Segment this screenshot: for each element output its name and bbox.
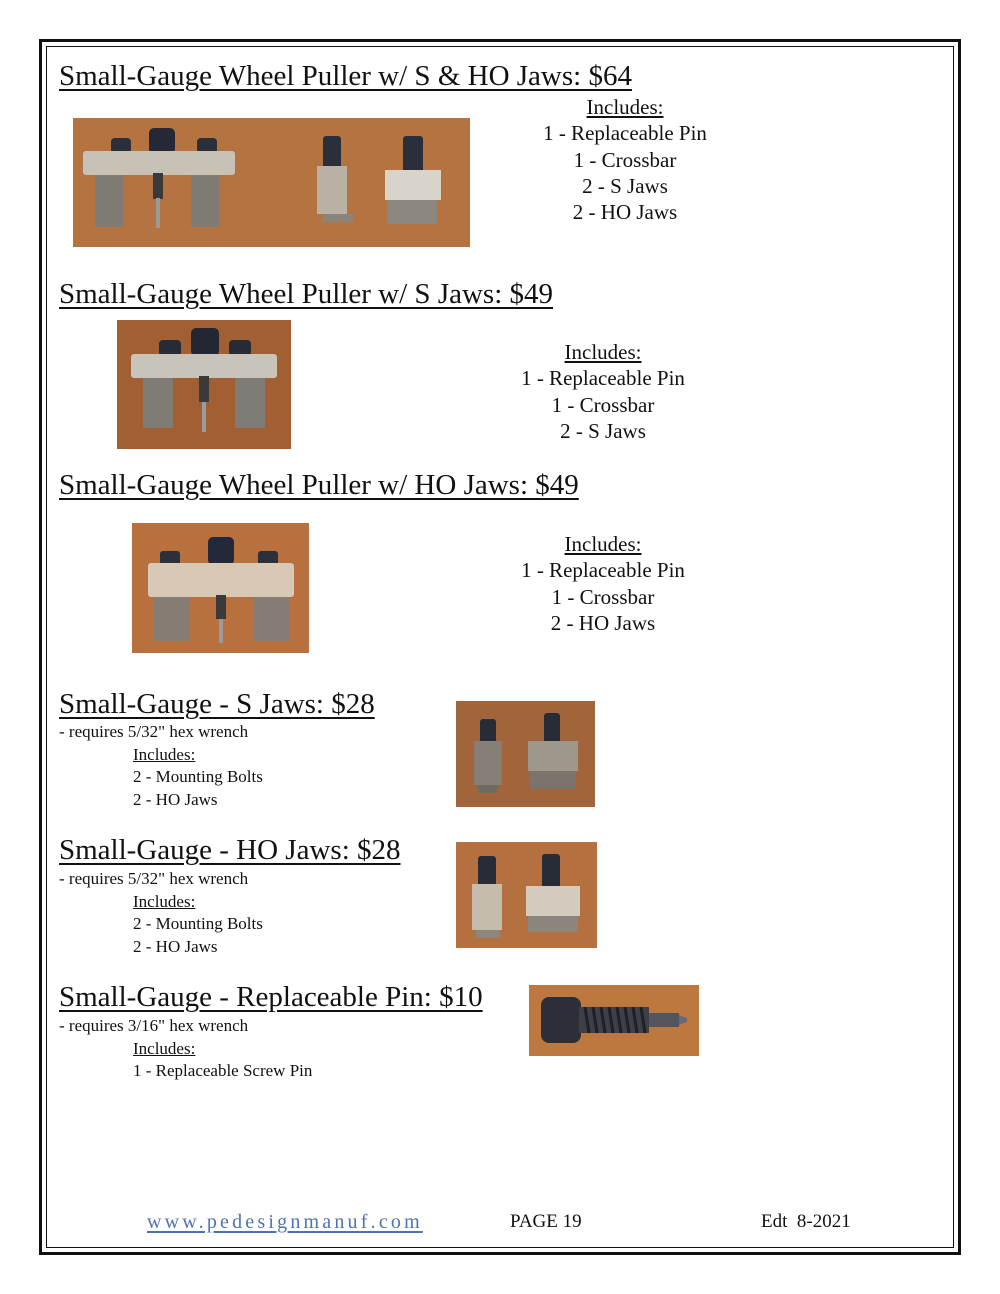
include-item: 2 - Mounting Bolts [133, 914, 263, 933]
product-title-ho-jaws-puller: Small-Gauge Wheel Puller w/ HO Jaws: $49 [59, 469, 579, 501]
footer-edition: Edt 8-2021 [761, 1211, 851, 1232]
product-photo-ho-jaws [456, 842, 597, 948]
includes-label: Includes: [586, 95, 664, 119]
product-photo-full-set [73, 118, 470, 247]
include-item: 2 - HO Jaws [133, 936, 218, 956]
include-item: 1 - Crossbar [551, 584, 655, 609]
include-item: 1 - Crossbar [551, 392, 655, 417]
include-item: 1 - Crossbar [573, 147, 677, 172]
product-photo-s-jaws [456, 701, 595, 807]
include-item: 1 - Replaceable Pin [521, 558, 685, 583]
footer-page-number: PAGE 19 [510, 1211, 582, 1232]
product-includes-s-jaws-puller [503, 339, 703, 444]
include-item: 2 - HO Jaws [133, 789, 218, 809]
product-photo-ho-jaws-puller [132, 523, 309, 653]
include-item: 2 - S Jaws [560, 418, 646, 443]
product-title-s-jaws-puller: Small-Gauge Wheel Puller w/ S Jaws: $49 [59, 278, 554, 310]
product-note: - requires 3/16" hex wrench [59, 1016, 249, 1035]
include-item: 1 - Replaceable Pin [543, 121, 707, 146]
product-title-replaceable-pin: Small-Gauge - Replaceable Pin: $10 [59, 981, 483, 1013]
includes-label: Includes: [133, 744, 196, 764]
includes-label: Includes: [133, 1038, 196, 1058]
includes-label: Includes: [564, 532, 642, 556]
product-includes-ho-jaws-puller [503, 531, 703, 636]
product-details-s-jaws [59, 721, 263, 811]
product-title-full-set: Small-Gauge Wheel Puller w/ S & HO Jaws: $64 [59, 60, 632, 92]
product-title-ho-jaws: Small-Gauge - HO Jaws: $28 [59, 834, 401, 866]
product-title-s-jaws: Small-Gauge - S Jaws: $28 [59, 688, 375, 720]
product-details-ho-jaws [59, 868, 263, 958]
includes-label: Includes: [133, 891, 196, 911]
product-note: - requires 5/32" hex wrench [59, 869, 249, 888]
product-details-replaceable-pin [59, 1015, 312, 1083]
product-photo-replaceable-pin [529, 985, 699, 1056]
product-photo-s-jaws-puller [117, 320, 291, 449]
product-note: - requires 5/32" hex wrench [59, 722, 249, 741]
include-item: 2 - Mounting Bolts [133, 767, 263, 786]
includes-label: Includes: [564, 340, 642, 364]
include-item: 2 - S Jaws [582, 173, 668, 198]
include-item: 2 - HO Jaws [572, 200, 678, 225]
include-item: 1 - Replaceable Screw Pin [133, 1061, 313, 1080]
include-item: 2 - HO Jaws [550, 610, 656, 635]
product-includes-full-set [525, 94, 725, 225]
include-item: 1 - Replaceable Pin [521, 366, 685, 391]
footer-website-link[interactable]: www.pedesignmanuf.com [147, 1211, 423, 1233]
